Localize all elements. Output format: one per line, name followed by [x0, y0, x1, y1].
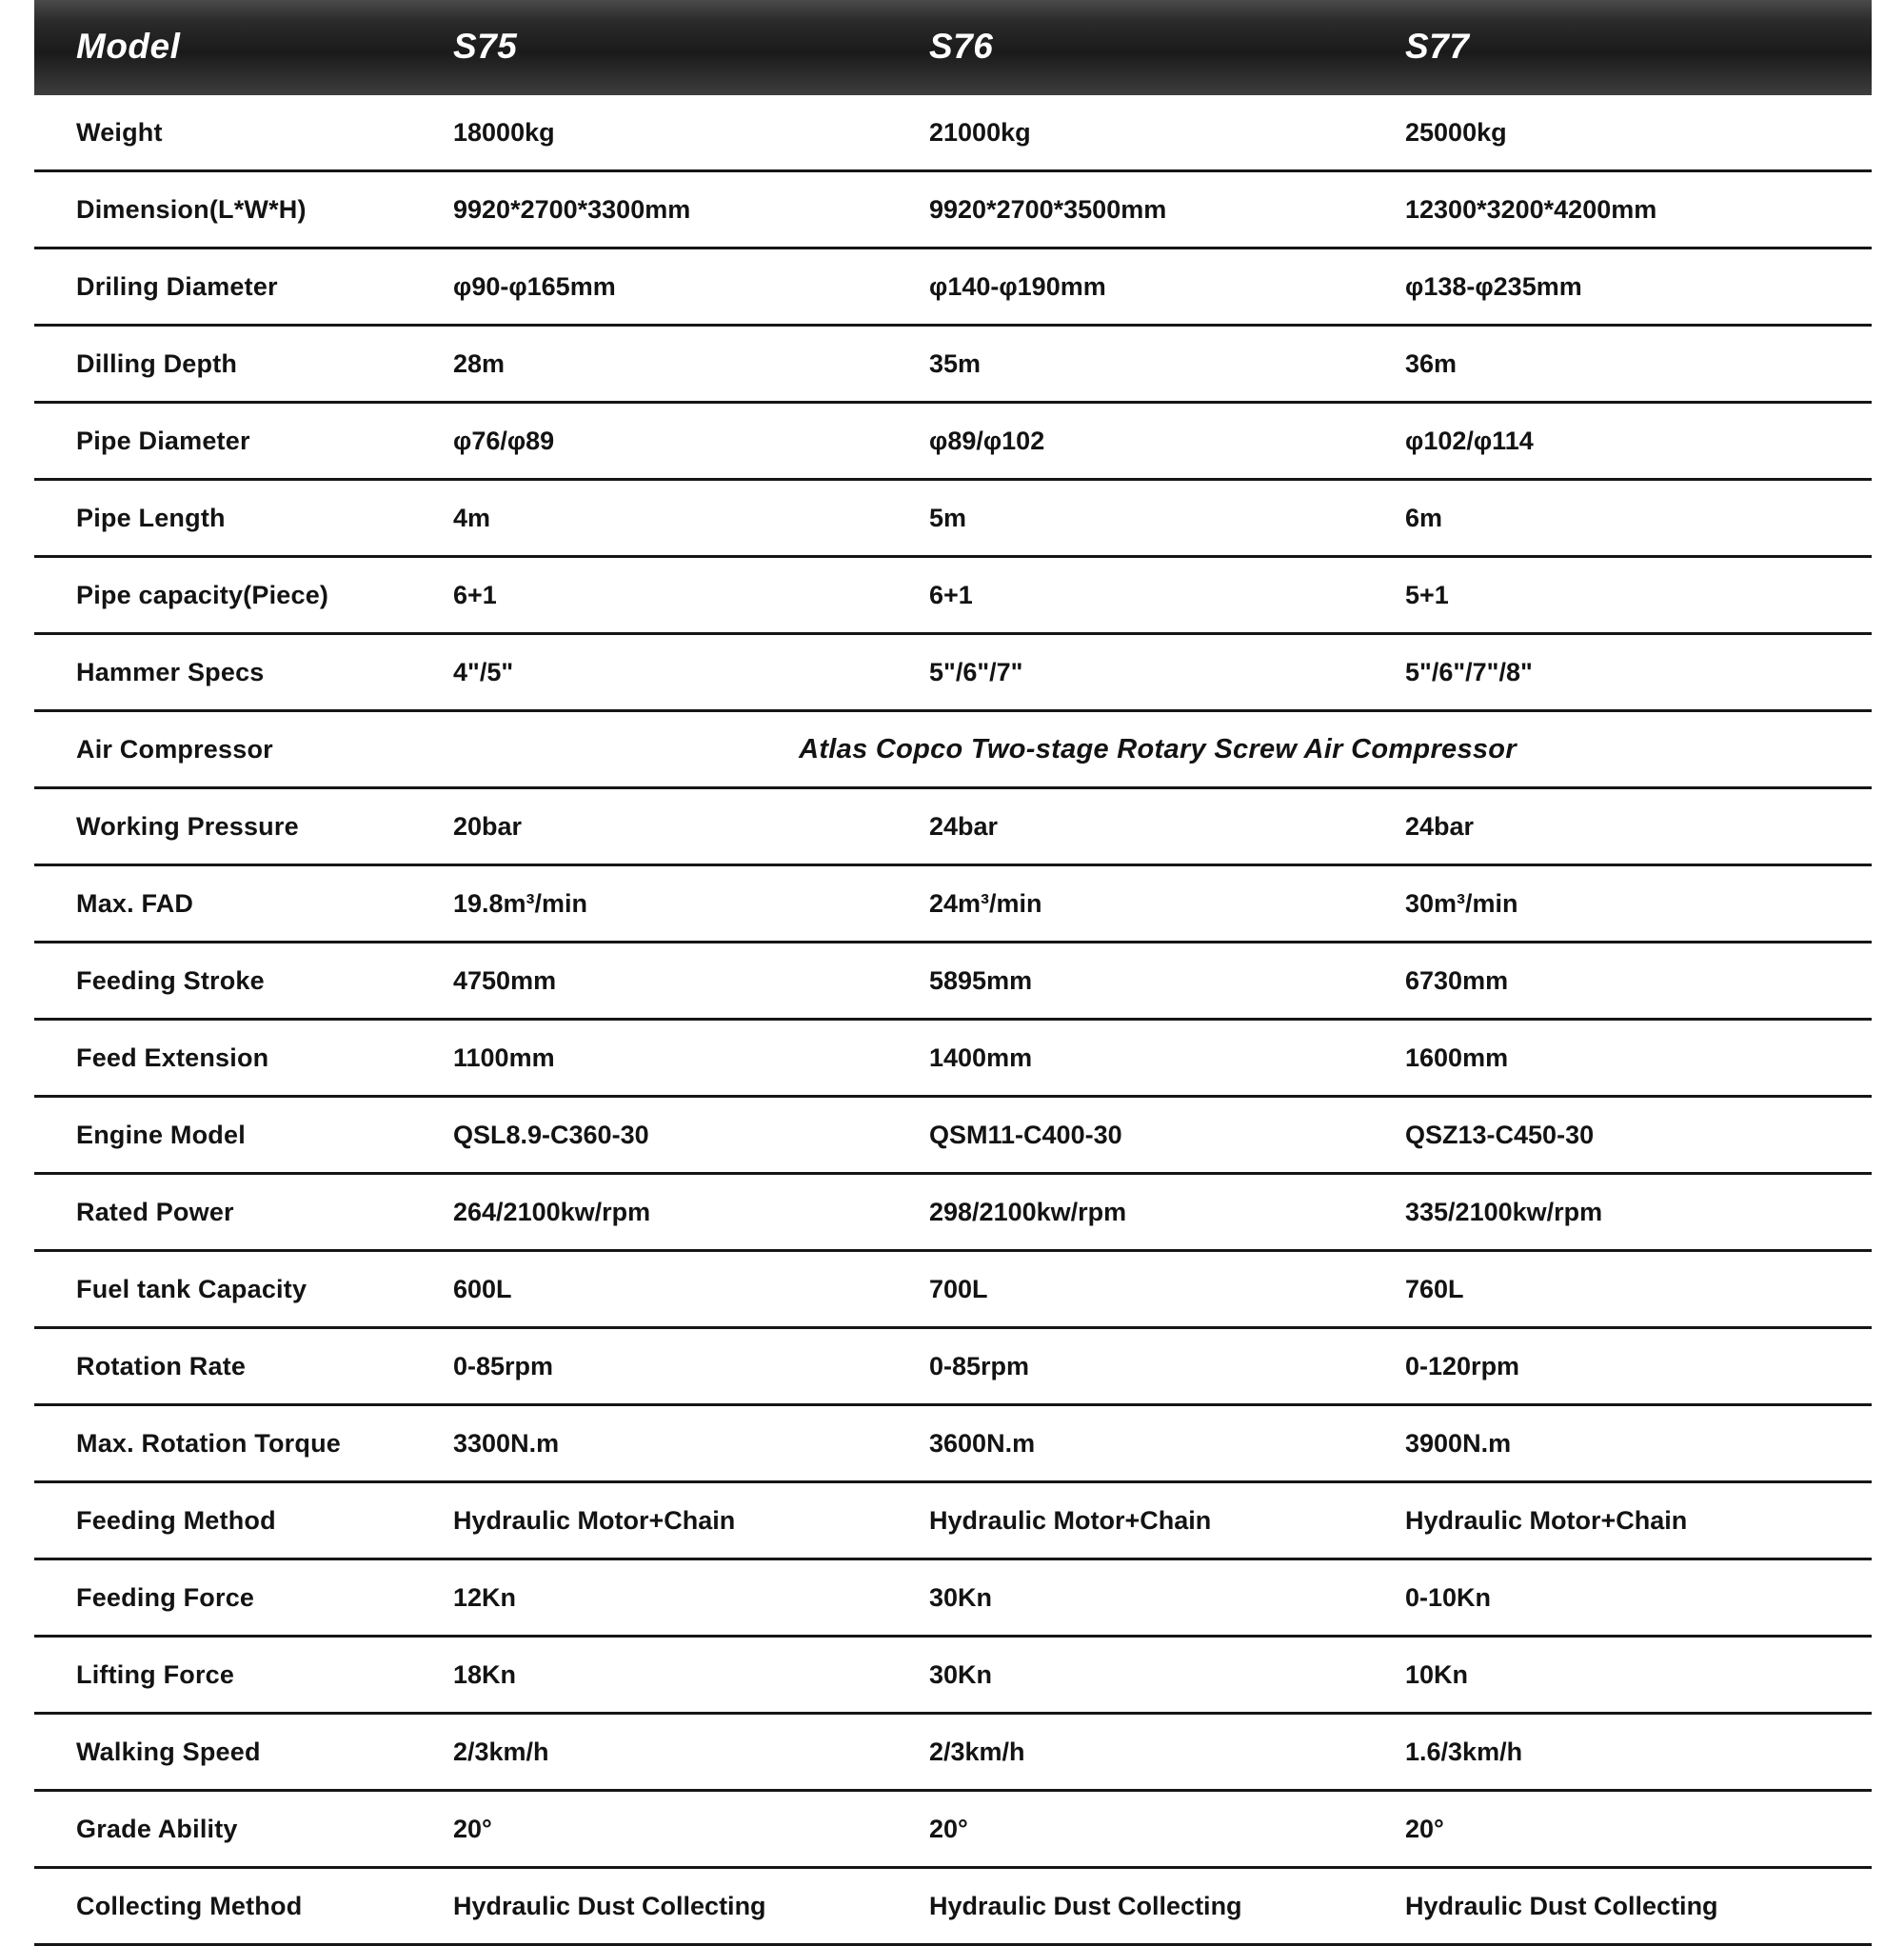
row-value-3: φ102/φ114 — [1396, 403, 1872, 480]
row-value-2: 5"/6"/7" — [920, 634, 1396, 711]
table-row — [34, 1868, 1872, 1944]
row-value-2: 35m — [920, 326, 1396, 403]
row-value-3: 3900N.m — [1396, 1405, 1872, 1482]
row-value-3: 1600mm — [1396, 1020, 1872, 1097]
header-s76: S76 — [920, 0, 1396, 95]
row-label: Engine Model — [34, 1097, 444, 1174]
row-value-1: 1100mm — [444, 1020, 920, 1097]
header-s77: S77 — [1396, 0, 1872, 95]
row-value-2: 5895mm — [920, 943, 1396, 1020]
row-value-1: 9920*2700*3300mm — [444, 171, 920, 248]
row-label: Rated Power — [34, 1174, 444, 1251]
table-row — [34, 1405, 1872, 1482]
header-row — [34, 0, 1872, 95]
row-label: Walking Speed — [34, 1714, 444, 1791]
row-value-2: 2/3km/h — [920, 1714, 1396, 1791]
row-value-1: φ76/φ89 — [444, 403, 920, 480]
header-s75: S75 — [444, 0, 920, 95]
row-label: Max. FAD — [34, 865, 444, 943]
table-body — [34, 95, 1872, 1943]
row-label: Driling Diameter — [34, 248, 444, 326]
row-value-merged: Atlas Copco Two-stage Rotary Screw Air Compressor — [444, 711, 1872, 788]
row-value-2: 3600N.m — [920, 1405, 1396, 1482]
table-row — [34, 634, 1872, 711]
row-value-2: 5m — [920, 480, 1396, 557]
row-value-3: 12300*3200*4200mm — [1396, 171, 1872, 248]
row-value-1: 4m — [444, 480, 920, 557]
row-label: Pipe capacity(Piece) — [34, 557, 444, 634]
row-value-2: 298/2100kw/rpm — [920, 1174, 1396, 1251]
row-value-3: 25000kg — [1396, 95, 1872, 171]
row-value-2: 700L — [920, 1251, 1396, 1328]
row-value-2: 30Kn — [920, 1637, 1396, 1714]
row-value-2: 21000kg — [920, 95, 1396, 171]
table-row — [34, 1020, 1872, 1097]
row-value-3: 30m³/min — [1396, 865, 1872, 943]
row-label: Collecting Method — [76, 1891, 303, 1920]
row-label: Feeding Method — [34, 1482, 444, 1559]
table-row — [34, 865, 1872, 943]
row-value-1: 6+1 — [444, 557, 920, 634]
table-row — [34, 788, 1872, 865]
row-value-3: 6730mm — [1396, 943, 1872, 1020]
header-model: Model — [34, 0, 444, 95]
row-value-2: 30Kn — [920, 1559, 1396, 1637]
row-value-1: φ90-φ165mm — [444, 248, 920, 326]
table-row — [34, 711, 1872, 788]
row-value-3: 5"/6"/7"/8" — [1396, 634, 1872, 711]
row-value-3: 36m — [1396, 326, 1872, 403]
row-value-1: QSL8.9-C360-30 — [444, 1097, 920, 1174]
row-label: Max. Rotation Torque — [34, 1405, 444, 1482]
row-value-2: QSM11-C400-30 — [920, 1097, 1396, 1174]
row-label: Lifting Force — [34, 1637, 444, 1714]
table-row — [34, 480, 1872, 557]
row-value-2: 6+1 — [920, 557, 1396, 634]
table-header — [34, 0, 1872, 95]
row-value-3: 5+1 — [1396, 557, 1872, 634]
row-value-3: 24bar — [1396, 788, 1872, 865]
row-value-1: 18000kg — [444, 95, 920, 171]
row-value-3: 0-10Kn — [1396, 1559, 1872, 1637]
row-value-1: 20° — [444, 1791, 920, 1868]
table-row — [34, 1637, 1872, 1714]
row-value-1: Hydraulic Dust Collecting — [453, 1891, 766, 1920]
row-value-1: 12Kn — [444, 1559, 920, 1637]
row-label: Fuel tank Capacity — [34, 1251, 444, 1328]
table-row — [34, 403, 1872, 480]
row-value-3: 335/2100kw/rpm — [1396, 1174, 1872, 1251]
row-value-2: 24m³/min — [920, 865, 1396, 943]
row-value-3: 10Kn — [1396, 1637, 1872, 1714]
row-label: Hammer Specs — [34, 634, 444, 711]
specification-table — [34, 0, 1872, 1943]
row-value-2: 24bar — [920, 788, 1396, 865]
row-label: Feeding Force — [34, 1559, 444, 1637]
row-label: Grade Ability — [34, 1791, 444, 1868]
row-value-2: φ89/φ102 — [920, 403, 1396, 480]
table-row — [34, 1559, 1872, 1637]
row-value-3: QSZ13-C450-30 — [1396, 1097, 1872, 1174]
row-value-2: 0-85rpm — [920, 1328, 1396, 1405]
row-value-2: Hydraulic Dust Collecting — [929, 1891, 1242, 1920]
row-value-3: 6m — [1396, 480, 1872, 557]
table-row — [34, 171, 1872, 248]
row-value-1: Hydraulic Motor+Chain — [444, 1482, 920, 1559]
row-label: Feeding Stroke — [34, 943, 444, 1020]
row-value-1: 4"/5" — [444, 634, 920, 711]
row-label: Dimension(L*W*H) — [34, 171, 444, 248]
row-label: Dilling Depth — [34, 326, 444, 403]
row-value-3: 0-120rpm — [1396, 1328, 1872, 1405]
row-value-1: 2/3km/h — [444, 1714, 920, 1791]
row-label: Pipe Length — [34, 480, 444, 557]
table-row — [34, 1714, 1872, 1791]
table-row — [34, 1482, 1872, 1559]
table-row — [34, 1097, 1872, 1174]
table-row — [34, 1174, 1872, 1251]
row-value-1: 4750mm — [444, 943, 920, 1020]
row-label: Feed Extension — [34, 1020, 444, 1097]
row-value-2: 20° — [920, 1791, 1396, 1868]
row-value-1: 18Kn — [444, 1637, 920, 1714]
table-row — [34, 95, 1872, 171]
row-label: Pipe Diameter — [34, 403, 444, 480]
row-value-3: φ138-φ235mm — [1396, 248, 1872, 326]
row-value-3: 1.6/3km/h — [1396, 1714, 1872, 1791]
row-value-2: 1400mm — [920, 1020, 1396, 1097]
table-row — [34, 943, 1872, 1020]
row-value-2: 9920*2700*3500mm — [920, 171, 1396, 248]
row-label: Rotation Rate — [34, 1328, 444, 1405]
row-value-3: 20° — [1396, 1791, 1872, 1868]
row-label: Air Compressor — [34, 711, 444, 788]
row-value-1: 264/2100kw/rpm — [444, 1174, 920, 1251]
row-value-1: 28m — [444, 326, 920, 403]
table-row — [34, 1328, 1872, 1405]
row-value-3: 760L — [1396, 1251, 1872, 1328]
row-label: Working Pressure — [34, 788, 444, 865]
table-row — [34, 1251, 1872, 1328]
table-row — [34, 326, 1872, 403]
table-row — [34, 248, 1872, 326]
row-label: Weight — [34, 95, 444, 171]
row-value-1: 3300N.m — [444, 1405, 920, 1482]
row-value-1: 600L — [444, 1251, 920, 1328]
table-row — [34, 1791, 1872, 1868]
table-row — [34, 557, 1872, 634]
row-value-3: Hydraulic Dust Collecting — [1405, 1891, 1718, 1920]
row-value-1: 0-85rpm — [444, 1328, 920, 1405]
row-value-1: 19.8m³/min — [444, 865, 920, 943]
row-value-2: Hydraulic Motor+Chain — [920, 1482, 1396, 1559]
row-value-1: 20bar — [444, 788, 920, 865]
row-value-2: φ140-φ190mm — [920, 248, 1396, 326]
row-value-3: Hydraulic Motor+Chain — [1396, 1482, 1872, 1559]
